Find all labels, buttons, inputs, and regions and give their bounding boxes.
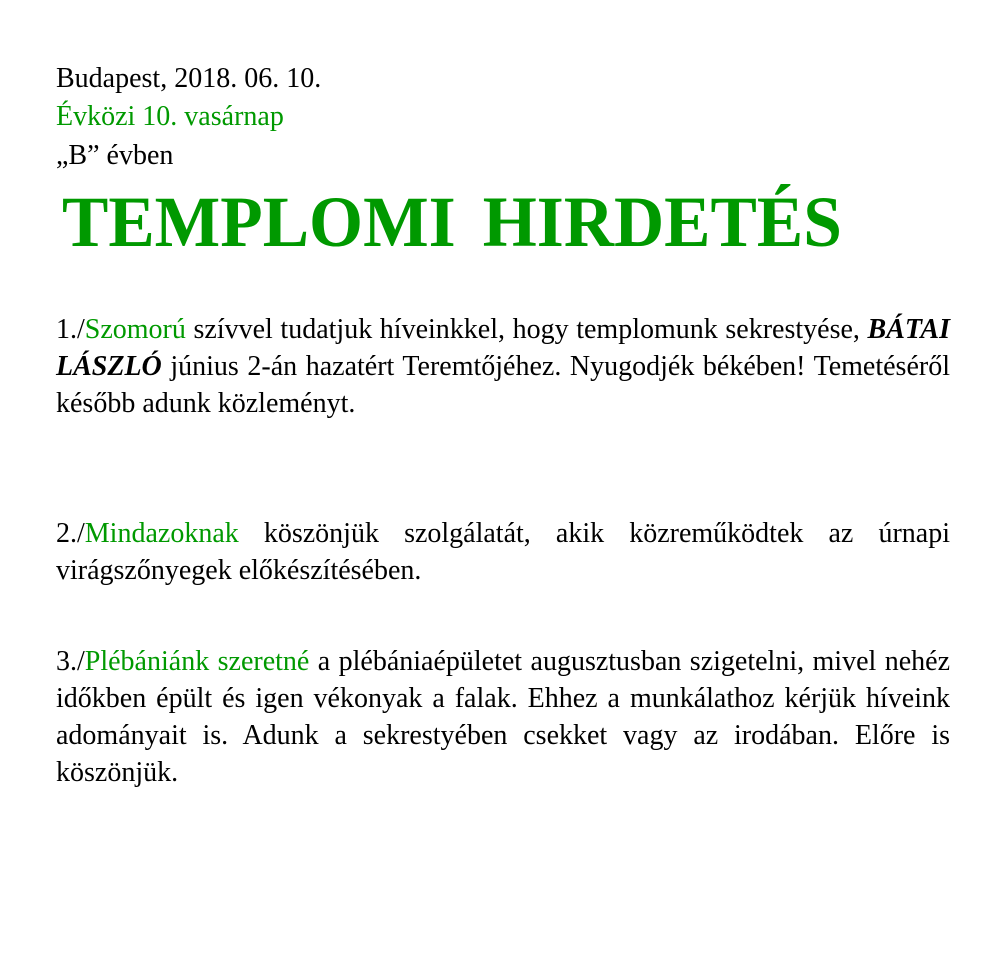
title-word-2: HIRDETÉS [482, 182, 842, 262]
announcement-highlight: Szomorú [84, 314, 186, 345]
announcement-text: a plébániaépületet augusztusban szigetelni, mivel nehéz időkben épült és igen vékonyak a falak. Ehhez a munkálathoz kérjük híveink adományait is. Adunk a sekrestyében csekket vagy az irodában. Előre is köszönjük. [56, 646, 951, 788]
announcement-3 [56, 643, 950, 791]
announcement-text: szívvel tudatjuk híveinkkel, hogy templomunk sekrestyése, [185, 314, 868, 345]
announcement-highlight: Plébániánk szeretné [84, 646, 310, 677]
title-word-1: TEMPLOMI [62, 182, 456, 262]
announcement-highlight: Mindazoknak [84, 518, 239, 549]
deceased-name: BÁTAI LÁSZLÓ [56, 314, 950, 382]
announcement-1 [56, 311, 950, 422]
announcement-text: köszönjük szolgálatát, akik közreműködtek az úrnapi virágszőnyegek előkészítésében. [56, 518, 950, 586]
announcement-number: 2./ [56, 518, 85, 549]
year-cycle: „B” évben [56, 140, 174, 171]
announcement-number: 3./ [56, 646, 85, 677]
announcement-2 [56, 515, 950, 589]
announcement-text-continued: június 2-án hazatért Teremtőjéhez. Nyugodjék békében! Temetéséről később adunk közleményt. [56, 351, 950, 419]
page-title [62, 182, 921, 262]
liturgical-day: Évközi 10. vasárnap [56, 101, 284, 132]
place-date: Budapest, 2018. 06. 10. [56, 63, 322, 94]
announcement-number: 1./ [56, 314, 85, 345]
